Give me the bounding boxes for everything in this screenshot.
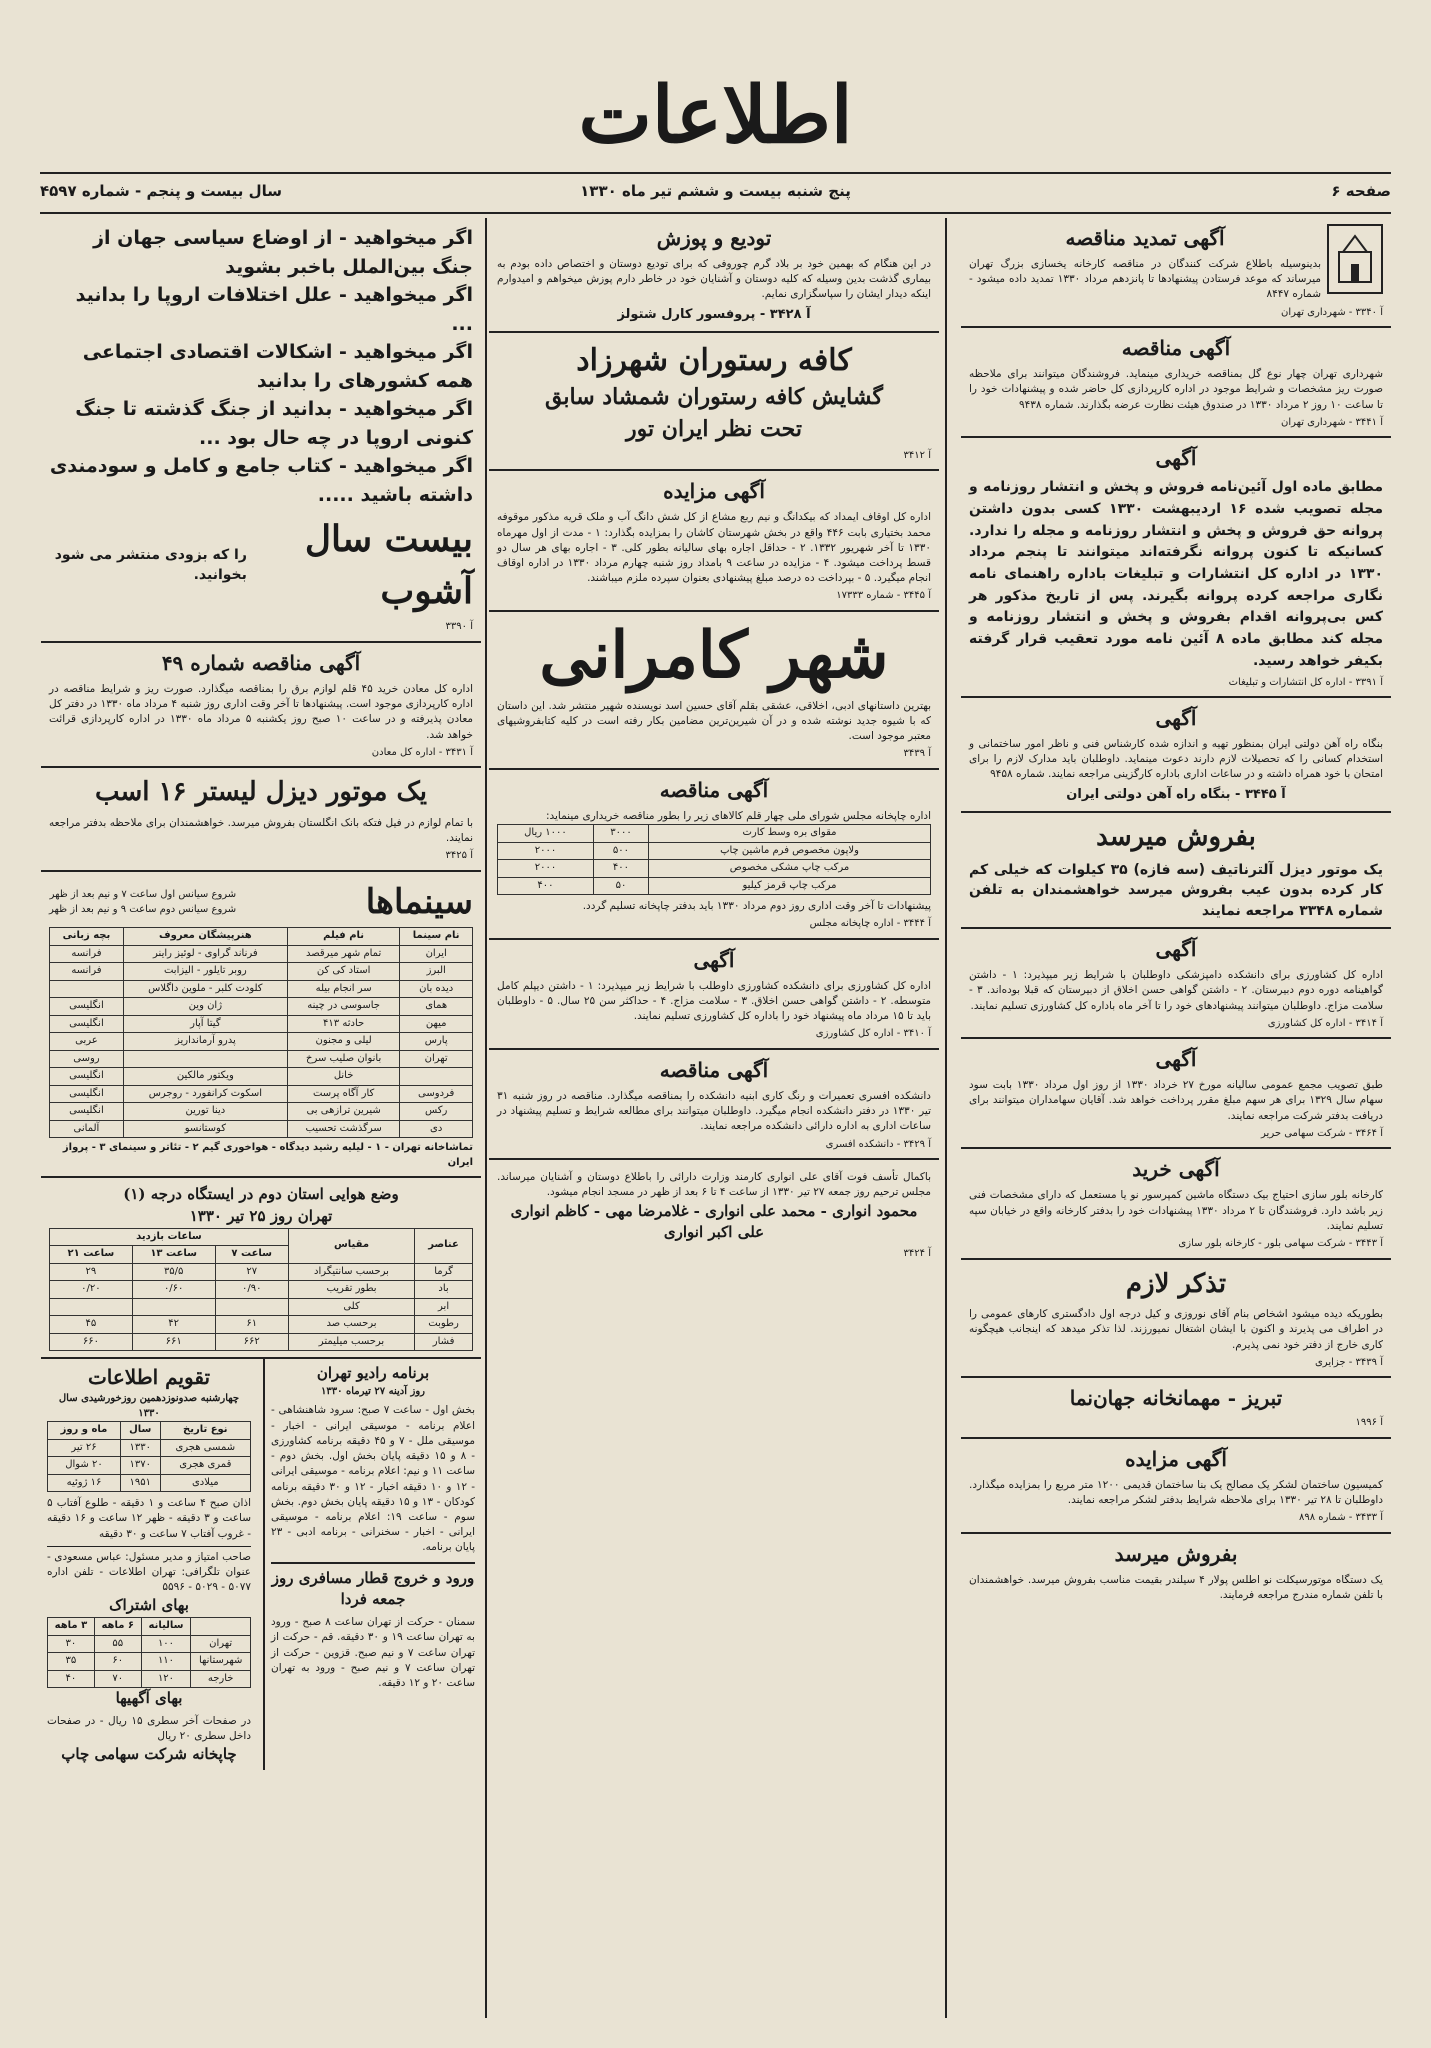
table-cell: گیتا آپار — [123, 1015, 287, 1033]
ads-price-text: در صفحات آخر سطری ۱۵ ریال - در صفحات داخل سطری ۲۰ ریال — [47, 1714, 252, 1743]
table-row — [498, 877, 931, 895]
col-header: ۳ ماهه — [48, 1618, 95, 1636]
ad-text: اداره کل معادن خرید ۴۵ قلم لوازم برق را بمناقصه میگذارد. صورت ریز و شرایط مناقصه در اداره کارپردازی موجود است. پیشنهادها تا آخر وقت اداری روز شنبه ۴ مرداد ماه ۱۳۳۰ در دفتر کل معادن پذیرفته و در ساعت ۱۰ صبح روز یکشنبه ۵ مرداد ماه ۱۳۳۰ در اداره کارپردازی قرائت خواهد شد. — [49, 682, 474, 741]
ad-press-license — [961, 438, 1391, 698]
ad-text: باکمال تأسف فوت آقای علی انواری کارمند وزارت دارائی را باطلاع دوستان و آشنایان میرساند. مجلس ترحیم روز جمعه ۲۷ تیر ۱۳۳۰ از ساعت ۴ تا ۶ بعد از ظهر در مسجد انجام میشود. — [497, 1171, 931, 1199]
ad-text: بطوریکه دیده میشود اشخاص بنام آقای نوروزی و کیل درجه اول دادگستری کارهای عمومی را در اطراف می پذیرند و اکنون با ایشان اشتغال نمیورزند. لذا تذکر میدهد که اینجانب هیچگونه کاری خارج از دفتر خود نمی پذیرم. — [969, 1308, 1383, 1351]
ad-title: آگهی — [1155, 446, 1197, 471]
ad-title: تودیع و پوزش — [656, 226, 772, 250]
table-cell — [50, 980, 124, 998]
table-cell — [400, 1068, 473, 1086]
ad-text: طبق تصویب مجمع عمومی سالیانه مورخ ۲۷ خرداد ۱۳۳۰ از روز اول مرداد ۱۳۳۰ بابت سود سهام سال ۱۳۲۹ برای هر سهم مبلغ مقرر پرداخت خواهد شد. آقایان سهامداران میتوانند برای دریافت بدفتر شرکت مراجعه نمایند. — [969, 1079, 1384, 1122]
col-header: سالیانه — [141, 1618, 191, 1636]
promo-line: اگر میخواهید - کتاب جامع و کامل و سودمندی داشته باشید ..... — [49, 455, 473, 506]
ad-tender-49 — [41, 643, 481, 768]
table-cell: ژان وین — [123, 998, 287, 1016]
ad-text: دانشکده افسری تعمیرات و رنگ کاری ابنیه دانشکده را بمناقصه میگذارد. مناقصه در روز شنبه ۳۱ تیر ۱۳۳۰ در دفتر دانشکده انجام میگیرد. داوطلبان میتوانند برای مطالعه شرایط و تسلیم پیشنهاد در ساعات اداری به اداره دارائی دانشکده مراجعه نمایند. — [497, 1089, 931, 1133]
table-cell: ۱۹۵۱ — [120, 1474, 160, 1492]
ad-ref: آ ۳۴۲۹ - دانشکده افسری — [825, 1138, 931, 1150]
table-row — [50, 945, 473, 963]
municipality-emblem-icon — [1327, 224, 1383, 294]
ad-family-names: محمود انواری - محمد علی انواری - غلامرضا مهی - کاظم انواری — [510, 1201, 918, 1220]
table-cell — [132, 1298, 215, 1316]
ad-title: آگهی — [1155, 1047, 1197, 1072]
ad-title: آگهی خرید — [1132, 1157, 1220, 1182]
table-cell: سرگذشت تحسیب — [287, 1120, 399, 1138]
table-cell: ۴۲ — [132, 1316, 215, 1334]
table-row — [50, 1085, 473, 1103]
ad-tender-military — [489, 1050, 939, 1160]
ad-railway — [961, 698, 1391, 813]
col-header: نوع تاریخ — [160, 1422, 250, 1440]
tender-items-table — [497, 824, 931, 895]
table-cell: اسکوت کرانفورد - روجرس — [123, 1085, 287, 1103]
item-price: ۴۰۰ — [498, 877, 594, 895]
ad-text: مطابق ماده اول آئین‌نامه فروش و پخش و انتشار روزنامه و مجله تصویب شده ۱۶ اردیبهشت ۱۳۳۰ کسی بدون داشتن پروانه حق فروش و پخش و انتشار روزنامه و مجله را ندارد. کسانیکه تا کنون پروانه نگرفته‌اند میتوانند تا پنجم مرداد ۱۳۳۰ در اداره کل انتشارات و تبلیغات باداره راهنمای نامه نگاری مراجعه کرده پروانه بگیرند. پس از تاریخ مذکور هر کس بی‌پروانه اقدام بفروش و پخش و انتشار روزنامه و مجله کند مطابق ماده ۸ آئین نامه مورد تعقیب قرار گرفته بکیفر خواهد رسید. — [969, 479, 1384, 669]
promo-line: اگر میخواهید - علل اختلافات اروپا را بدانید ... — [75, 284, 473, 335]
table-cell: پارس — [400, 1033, 473, 1051]
table-cell: جاسوسی در چینه — [287, 998, 399, 1016]
table-cell: ۱۶ ژوئیه — [48, 1474, 121, 1492]
weather-rows — [50, 1263, 473, 1351]
ad-hotel — [961, 1378, 1391, 1439]
ad-ref: آ ۳۴۶۴ - شرکت سهامی حریر — [1261, 1127, 1383, 1139]
ad-ref: آ ۳۴۳۳ - شماره ۸۹۸ — [1299, 1512, 1383, 1524]
trains-title: ورود و خروج قطار مسافری روز جمعه فردا — [271, 1568, 475, 1609]
table-cell: ۱۲۰ — [141, 1670, 191, 1688]
ad-lister-motor — [41, 768, 481, 872]
promo-line: اگر میخواهید - بدانید از جنگ گذشته تا جنگ کنونی اروپا در چه حال بود ... — [75, 398, 473, 449]
ad-ref: آ ۳۴۱۰ - اداره کل کشاورزی — [815, 1028, 931, 1040]
ad-notice — [961, 1260, 1391, 1379]
ad-auction — [961, 1439, 1391, 1534]
table-row — [48, 1474, 251, 1492]
table-cell: شمسی هجری — [160, 1439, 250, 1457]
col-header: ساعت ۲۱ — [50, 1246, 133, 1264]
table-cell: روبر تایلور - الیزابت — [123, 963, 287, 981]
ad-text: شهرداری تهران چهار نوع گل بمناقصه خریداری مینماید. فروشندگان میتوانند برای ملاحظه صورت ریز مشخصات و شرایط موجود در اداره کارپردازی کل حاضر شده و پیشنهادات خود را تا ساعت ۱۰ روز ۲ مرداد ۱۳۳۰ در صندوق هیئت نظارت عرضه بگذارند. شماره ۹۴۳۸ — [969, 368, 1383, 411]
issue-number: سال‌ بیست و پنجم - شماره ۴۵۹۷ — [40, 182, 283, 200]
ad-ref: آ ۳۴۴۵ - بنگاه راه آهن دولتی ایران — [1066, 786, 1286, 802]
ad-tender — [961, 328, 1391, 438]
table-row — [50, 1263, 473, 1281]
table-row — [50, 963, 473, 981]
table-cell: باد — [415, 1281, 473, 1299]
table-row — [498, 860, 931, 878]
right-column — [961, 218, 1391, 2018]
table-cell: برحسب سانتیگراد — [288, 1263, 414, 1281]
top-rule — [40, 172, 1391, 174]
theater-line: تماشاخانه تهران - ۱ - لیلیه رشید دیدگاه - هواخوری گیم ۲ - تئاتر و سینمای ۳ - پرواز ایران — [62, 1142, 473, 1168]
ad-for-sale-motorcycle — [961, 1534, 1391, 1609]
table-row — [498, 842, 931, 860]
item-name: ولاپون مخصوص فرم ماشین چاپ — [649, 842, 931, 860]
table-row — [48, 1670, 251, 1688]
table-cell: بانوان صلیب سرخ — [287, 1050, 399, 1068]
masthead: اطلاعات — [578, 70, 853, 161]
ad-ref: آ ۳۴۱۴ - اداره کل کشاورزی — [1267, 1017, 1383, 1029]
ad-ref: آ ۳۳۴۰ - شهرداری تهران — [1280, 306, 1383, 318]
table-cell: دینا تورین — [123, 1103, 287, 1121]
table-cell: انگلیسی — [50, 1085, 124, 1103]
table-cell: برحسب صد — [288, 1316, 414, 1334]
table-row — [50, 1298, 473, 1316]
ad-ref: آ ۳۴۲۴ — [903, 1248, 931, 1260]
ad-cafe — [489, 333, 939, 472]
middle-column — [489, 218, 939, 2018]
col-header: مقیاس — [288, 1228, 414, 1263]
table-cell: ۱۰۰ — [141, 1635, 191, 1653]
ad-title: آگهی مناقصه — [659, 777, 769, 802]
weather-table — [49, 1228, 473, 1352]
prayer-times: اذان صبح ۴ ساعت و ۱ دقیقه - طلوع آفتاب ۵ ساعت و ۳ دقیقه - ظهر ۱۲ ساعت و ۱۶ دقیقه - غروب آفتاب ۷ ساعت و ۳۰ دقیقه — [47, 1497, 251, 1540]
table-cell: فشار — [415, 1333, 473, 1351]
table-header-row — [50, 1228, 473, 1246]
table-cell: بطور تقریب — [288, 1281, 414, 1299]
ad-text: اداره کل اوقاف ایمداد که بیکدانگ و نیم ربع مشاع از کل شش دانگ آب و ملک قریه مذکور موقوفه محمد بختیاری بابت ۴۴۶ واقع در بخش شهرستان کاشان را بمزایده بگذارد: ۱ - مدت از اول مهرماه ۱۳۳۰ تا آخر شهریور ۱۳۳۲. ۲ - حداقل اجاره بهای سالیانه بطور کلی. ۳ - اجاره بهای هر سال دو قسط پرداخت میشود. ۴ - مزایده در ساعت ۹ بامداد روز شنبه چهارم مرداد ۱۳۳۰ در اداره اوقاف انجام میگیرد. ۵ - بپرداخت ده درصد مبلغ پیشنهادی بعنوان سپرده ملزم میباشند. — [497, 511, 931, 585]
ad-farewell — [489, 218, 939, 333]
ad-title: آگهی — [1155, 937, 1197, 962]
table-cell: ۰/۶۰ — [132, 1281, 215, 1299]
promo-line: اگر میخواهید - از اوضاع سیاسی جهان از جنگ بین‌الملل باخبر بشوید — [93, 227, 473, 278]
table-header-row — [48, 1422, 251, 1440]
table-row — [50, 1050, 473, 1068]
calendar-section — [41, 1359, 257, 1770]
table-cell: میهن — [400, 1015, 473, 1033]
table-cell: ۱۳۷۰ — [120, 1457, 160, 1475]
table-cell: ۲۹ — [50, 1263, 133, 1281]
item-price: ۲۰۰۰ — [498, 842, 594, 860]
table-cell: خانل — [287, 1068, 399, 1086]
ad-text: اداره چاپخانه مجلس شورای ملی چهار قلم کالاهای زیر را بطور مناقصه خریداری مینماید: — [545, 809, 931, 822]
table-cell: ایران — [400, 945, 473, 963]
table-cell: رطوبت — [415, 1316, 473, 1334]
table-cell: خارجه — [191, 1670, 251, 1688]
ad-text-2: پیشنهادات تا آخر وقت اداری روز دوم مرداد ۱۳۳۰ باید بدفتر چاپخانه تسلیم گردد. — [582, 900, 931, 913]
ad-ref: آ ۳۴۳۹ - جزایری — [1314, 1356, 1383, 1368]
item-qty: ۵۰ — [593, 877, 648, 895]
ad-title: آگهی مناقصه — [659, 1057, 769, 1082]
col-header: نام سینما — [400, 928, 473, 946]
ad-text: با تمام لوازم در فیل فتکه بانک انگلستان بفروش میرسد. خواهشمندان برای ملاحظه بدفتر مراجعه نمایند. — [49, 816, 473, 845]
bottom-split — [41, 1359, 481, 1770]
showtime-1: شروع سیانس اول ساعت ۷ و نیم بعد از ظهر — [49, 889, 237, 901]
ad-ref: آ ۳۴۴۱ - شهرداری تهران — [1280, 416, 1383, 428]
item-qty: ۵۰۰ — [593, 842, 648, 860]
ad-agriculture — [961, 929, 1391, 1039]
ad-ref: آ ۳۴۴۵ - شماره ۱۷۳۳۳ — [836, 590, 931, 602]
dateline — [40, 178, 1391, 208]
col-header: ساعت ۷ — [215, 1246, 288, 1264]
table-cell: ۱۱۰ — [141, 1653, 191, 1671]
table-cell: ۲۶ تیر — [48, 1439, 121, 1457]
radio-date: روز آدینه ۲۷ تیرماه ۱۳۳۰ — [320, 1385, 425, 1397]
table-row — [50, 1333, 473, 1351]
table-cell: کلی — [288, 1298, 414, 1316]
ad-text: بهترین داستانهای ادبی، اخلاقی، عشقی بقلم آقای حسین اسد نویسنده شهیر منتشر شد. این داستان که با شیوه جدید نوشته شده و در آن شیرین‌ترین مضامین بکار رفته است در کلیه کتابفروشیهای معتبر موجود است. — [497, 699, 931, 743]
weather-date: تهران روز ۲۵ تیر ۱۳۳۰ — [189, 1206, 333, 1225]
left-column — [41, 218, 481, 2018]
col-header: ساعت ۱۳ — [132, 1246, 215, 1264]
calendar-sub: چهارشنبه صدونوزدهمین روزخورشیدی سال ۱۳۳۰ — [58, 1393, 240, 1419]
table-cell: ۲۷ — [215, 1263, 288, 1281]
table-row — [48, 1439, 251, 1457]
calendar-title: تقویم اطلاعات — [87, 1365, 211, 1390]
ad-text: یک دستگاه موتورسیکلت نو اطلس پولار ۴ سیلندر بقیمت مناسب بفروش میرسد. خواهشمندان با تلفن شماره مندرج مراجعه فرمایند. — [969, 1573, 1383, 1602]
table-row — [50, 1281, 473, 1299]
table-cell: ۵۵ — [94, 1635, 141, 1653]
ad-subtitle: گشایش کافه رستوران شمشاد سابق — [545, 384, 883, 410]
table-cell: همای — [400, 998, 473, 1016]
table-cell: سر انجام بیله — [287, 980, 399, 998]
trains-section — [271, 1562, 475, 1692]
item-name: مقوای بره وسط کارت — [649, 825, 931, 843]
table-cell: ۳۰ — [48, 1635, 95, 1653]
table-cell: پدرو آرمانداریز — [123, 1033, 287, 1051]
table-cell: کوستانسو — [123, 1120, 287, 1138]
ad-book-twenty-years — [41, 218, 481, 643]
ad-text: اداره کل کشاورزی برای دانشکده دامپزشکی داوطلبان با شرایط زیر میپذیرد: ۱ - داشتن گواهینامه دوره دوم دبیرستان. ۲ - داشتن گواهی حسن اخلاق از دبیرستان که قبلا بوده‌اند. ۳ - سلامت مزاج. داوطلبان میتوانند پیشنهادهای خود را تا آخر ماه باداره کل کشاورزی تسلیم نمایند. — [969, 969, 1383, 1012]
item-name: مرکب چاپ قرمز کیلیو — [649, 877, 931, 895]
radio-title: برنامه رادیو تهران — [316, 1364, 430, 1383]
table-cell: میلادی — [160, 1474, 250, 1492]
col-header: هنرپیشگان معروف — [123, 928, 287, 946]
page-number: صفحه ۶ — [1331, 182, 1391, 200]
ad-title: آگهی مناقصه شماره ۴۹ — [161, 650, 361, 675]
ad-auction-waqf — [489, 471, 939, 612]
col-header: عناصر — [415, 1228, 473, 1263]
table-row — [498, 825, 931, 843]
ad-ref: آ ۱۹۹۶ — [1355, 1417, 1383, 1429]
item-qty: ۳۰۰۰ — [593, 825, 648, 843]
ad-title: تبریز - مهمانخانه جهان‌نما — [1069, 1386, 1283, 1411]
ad-title: تذکر لازم — [1125, 1268, 1227, 1299]
table-row — [50, 1015, 473, 1033]
subscription-table — [47, 1617, 251, 1688]
item-qty: ۴۰۰ — [593, 860, 648, 878]
table-cell: انگلیسی — [50, 1015, 124, 1033]
ad-text: در این هنگام که بهمین خود بر بلاد گرم چوروفی که برای تودیع دوستان و اختصاص داده بودم به بیماری گذشت بدین وسیله که کلیه دوستان و آشنایان خود در خاطر دارم پوزش میخواهم و امیدوارم اینکه دیدار ایشان را سپاسگزاری نمایم. — [497, 258, 931, 301]
issue-date: پنج شنبه بیست و ششم تیر ماه ۱۳۳۰ — [580, 182, 851, 200]
showtime-2: شروع سیانس دوم ساعت ۹ و نیم بعد از ظهر — [49, 903, 237, 915]
radio-text: بخش اول - ساعت ۷ صبح: سرود شاهنشاهی - اعلام برنامه - موسیقی ایرانی - اخبار - موسیقی ملل - ۷ و ۴۵ دقیقه برنامه کشاورزی - ۸ و ۱۵ دقیقه پایان بخش اول. بخش دوم - ساعت ۱۱ و نیم: اعلام برنامه - موسیقی ایرانی - ۱۲ و ۱۰ دقیقه اخبار - ۱۲ و ۳۰ دقیقه برنامه کودکان - ۱۳ و ۱۵ دقیقه پایان بخش دوم. بخش سوم - ساعت ۱۹: اعلام برنامه - موسیقی ایرانی - اخبار - سخنرانی - برنامه ادبی - ۲۳ پایان برنامه. — [271, 1404, 476, 1554]
table-row — [48, 1635, 251, 1653]
cinema-table — [49, 927, 473, 1138]
col-header: نام فیلم — [287, 928, 399, 946]
table-cell: کار آگاه پرست — [287, 1085, 399, 1103]
table-cell: فرناند گراوی - لوئیز راینر — [123, 945, 287, 963]
table-cell: ۶۶۲ — [215, 1333, 288, 1351]
item-name: مرکب چاپ مشکی مخصوص — [649, 860, 931, 878]
table-cell: استاد کی کن — [287, 963, 399, 981]
table-cell: ابر — [415, 1298, 473, 1316]
table-row — [48, 1653, 251, 1671]
table-cell: رکس — [400, 1103, 473, 1121]
radio-section — [263, 1359, 481, 1770]
ad-title: یک موتور دیزل لیستر ۱۶ اسب — [94, 777, 428, 808]
ad-title: آگهی مزایده — [1125, 1446, 1227, 1471]
col-header: ماه و روز — [48, 1422, 121, 1440]
col-group-header: ساعات بازدید — [50, 1228, 289, 1246]
table-cell: ۶۶۰ — [50, 1333, 133, 1351]
table-row — [50, 1033, 473, 1051]
col-header: سال — [120, 1422, 160, 1440]
ad-text: یک موتور دیزل آلترناتیف (سه فازه) ۳۵ کیلوات که خیلی کم کار کرده بدون عیب بفروش میرسد خواهشمندان به تلفن شماره ۳۳۴۸ مراجعه نمایند — [969, 862, 1383, 919]
table-row — [50, 1103, 473, 1121]
table-cell: انگلیسی — [50, 998, 124, 1016]
table-cell: ۰/۹۰ — [215, 1281, 288, 1299]
ad-text: بدینوسیله باطلاع شرکت کنندگان در مناقصه کارخانه یخسازی بزرگ تهران میرساند که موعد فرستادن پیشنهادها تا پانزدهم مرداد ۱۳۳۰ تمدید داده میشود - شماره ۸۴۴۷ — [969, 258, 1321, 301]
item-price: ۲۰۰۰ — [498, 860, 594, 878]
table-header-row — [48, 1618, 251, 1636]
ad-title: بفروش میرسد — [1114, 1541, 1238, 1566]
ad-title: آگهی مناقصه — [1121, 336, 1231, 361]
table-cell: ۶۰ — [94, 1653, 141, 1671]
ad-text: کارخانه بلور سازی احتیاج بیک دستگاه ماشین کمپرسور نو یا مستعمل که دارای مشخصات فنی زیر باشد دارد. فروشندگان تا ۲ مرداد ۱۳۳۰ پیشنهادات خود را بدفتر کارخانه واقع در خیابان سپه تسلیم نمایند. — [969, 1189, 1383, 1232]
table-cell: ۴۰ — [48, 1670, 95, 1688]
book-title: بیست سال آشوب — [304, 518, 473, 613]
col-header — [191, 1618, 251, 1636]
subscription-rows — [48, 1635, 251, 1688]
ad-ref: آ ۳۳۹۱ - اداره کل انتشارات و تبلیغات — [1228, 676, 1383, 688]
table-cell: ۱۳۳۰ — [120, 1439, 160, 1457]
weather-section — [41, 1178, 481, 1359]
weather-title: وضع هوایی استان دوم در ایستگاه درجه (۱) — [123, 1185, 399, 1204]
table-cell: آلمانی — [50, 1120, 124, 1138]
subscription-title: بهای اشتراک — [109, 1596, 189, 1615]
trains-text: سمنان - حرکت از تهران ساعت ۸ صبح - ورود به تهران ساعت ۱۹ و ۳۰ دقیقه. قم - حرکت از تهران ساعت ۷ و نیم صبح. قزوین - حرکت از تهران ساعت ۷ و نیم صبح - ورود به تهران ساعت ۲۰ و ۱۲ دقیقه. — [271, 1616, 475, 1689]
table-cell: ۰/۲۰ — [50, 1281, 133, 1299]
ad-text: بنگاه راه آهن دولتی ایران بمنظور تهیه و اندازه شده کارشناس فنی و ناظر امور ساختمانی و استخدام کسانی را که تحصیلات لازم دارند دعوت مینماید. داوطلبان باید مدارک لازم را برای امتحان با خود همراه داشته و در ساعات اداری باداره کارگزینی مراجعه نمایند. شماره ۹۴۵۸ — [969, 738, 1383, 781]
cinema-rows — [50, 945, 473, 1138]
table-cell — [215, 1298, 288, 1316]
table-cell: گرما — [415, 1263, 473, 1281]
ad-ref: آ ۳۴۱۲ — [903, 449, 931, 461]
table-row — [48, 1457, 251, 1475]
ad-obituary — [489, 1160, 939, 1267]
table-row — [50, 1068, 473, 1086]
ad-book — [489, 612, 939, 770]
table-cell — [123, 1050, 287, 1068]
table-cell: ۲۰ شوال — [48, 1457, 121, 1475]
item-price: ۱۰۰۰ ریال — [498, 825, 594, 843]
table-cell: عربی — [50, 1033, 124, 1051]
table-cell: روسی — [50, 1050, 124, 1068]
ad-ref: آ ۳۴۲۵ — [445, 850, 473, 862]
ad-title: شهر کامرانی — [539, 617, 889, 693]
table-cell: دیده بان — [400, 980, 473, 998]
table-cell: حادثه ۴۱۳ — [287, 1015, 399, 1033]
table-cell: ۷۰ — [94, 1670, 141, 1688]
table-cell: شهرستانها — [191, 1653, 251, 1671]
table-row — [50, 998, 473, 1016]
ad-dividend — [961, 1039, 1391, 1149]
calendar-rows — [48, 1439, 251, 1492]
ad-purchase — [961, 1149, 1391, 1259]
ad-title: آگهی تمدید مناقصه — [1065, 226, 1225, 250]
ad-title: بفروش میرسد — [1096, 821, 1256, 852]
ad-extension-tender — [961, 218, 1391, 328]
table-cell: انگلیسی — [50, 1103, 124, 1121]
ad-title: آگهی — [1155, 706, 1197, 730]
ad-title: کافه رستوران شهرزاد — [576, 342, 852, 378]
col-header: بچه زبانی — [50, 928, 124, 946]
table-cell: ۳۵ — [48, 1653, 95, 1671]
calendar-table — [47, 1421, 251, 1492]
ad-ref: آ ۳۴۳۹ — [903, 748, 931, 760]
ad-ref: آ ۳۴۴۴ - اداره چاپخانه مجلس — [809, 918, 931, 930]
table-row — [50, 1316, 473, 1334]
ad-tender-printing — [489, 770, 939, 940]
table-cell: البرز — [400, 963, 473, 981]
table-cell: انگلیسی — [50, 1068, 124, 1086]
table-row — [50, 980, 473, 998]
ad-family-names-2: علی اکبر انواری — [663, 1223, 765, 1242]
book-tail: را که بزودی منتشر می شود بخوانید. — [54, 546, 247, 584]
table-cell: فردوسی — [400, 1085, 473, 1103]
column-divider — [945, 218, 947, 2018]
column-divider — [485, 218, 487, 2018]
publisher-info: صاحب امتیاز و مدیر مسئول: عباس مسعودی - عنوان تلگرافی: تهران اطلاعات - تلفن اداره ۵۰۷۷ - ۵۰۲۹ - ۵۵۹۶ — [47, 1546, 251, 1596]
table-cell — [50, 1298, 133, 1316]
table-cell: ۴۵ — [50, 1316, 133, 1334]
table-cell: شیرین ترازهی بی — [287, 1103, 399, 1121]
ad-title: آگهی مزایده — [663, 479, 765, 504]
cinema-section — [41, 872, 481, 1178]
table-cell: ۳۵/۵ — [132, 1263, 215, 1281]
ad-subtitle-2: تحت نظر ایران تور — [626, 415, 802, 442]
ad-ref: آ ۳۴۴۳ - شرکت سهامی بلور - کارخانه بلور سازی — [1178, 1238, 1383, 1250]
table-cell: لیلی و مجنون — [287, 1033, 399, 1051]
table-cell: دی — [400, 1120, 473, 1138]
table-cell: ویکتور مالکین — [123, 1068, 287, 1086]
table-cell: قمری هجری — [160, 1457, 250, 1475]
ad-agri-college — [489, 940, 939, 1050]
table-cell: تهران — [400, 1050, 473, 1068]
cinema-title: سینماها — [365, 881, 473, 922]
ad-text: کمیسیون ساختمان لشکر یک مصالح یک بنا ساختمان قدیمی ۱۲۰۰ متر مربع را بمزایده میگذارد. داوطلبان تا ۲۸ تیر ۱۳۳۰ برای ملاحظه شرایط بدفتر لشکر مراجعه نمایند. — [969, 1478, 1383, 1507]
table-cell: تمام شهر میرقصد — [287, 945, 399, 963]
ad-title: آگهی — [693, 947, 735, 972]
table-cell: برحسب میلیمتر — [288, 1333, 414, 1351]
table-header-row — [50, 928, 473, 946]
ad-text: اداره کل کشاورزی برای دانشکده کشاورزی داوطلب با شرایط زیر میپذیرد: ۱ - داشتن دیپلم کامل متوسطه. ۲ - داشتن گواهی حسن اخلاق. ۳ - سلامت مزاج. ۴ - حداکثر سن ۲۵ سال. ۵ - داوطلبان باید تا ۱۵ مرداد ماه پیشنهاد خود را باداره کل کشاورزی تسلیم نمایند. — [497, 979, 932, 1023]
col-header: ۶ ماهه — [94, 1618, 141, 1636]
dateline-rule — [40, 212, 1391, 214]
ad-ref: آ ۳۴۳۱ - اداره کل معادن — [371, 746, 473, 758]
table-cell: فرانسه — [50, 963, 124, 981]
table-cell: ۶۱ — [215, 1316, 288, 1334]
ad-ref: آ ۳۴۲۸ - پروفسور کارل شتولز — [617, 306, 811, 322]
printer-name: چاپخانه شرکت سهامی چاپ — [61, 1745, 237, 1764]
ad-ref: آ ۳۳۹۰ — [445, 621, 473, 633]
table-cell: تهران — [191, 1635, 251, 1653]
table-cell: کلودت کلبر - ملوین داگلاس — [123, 980, 287, 998]
ad-for-sale-motor — [961, 813, 1391, 930]
table-cell: فرانسه — [50, 945, 124, 963]
promo-line: اگر میخواهید - اشکالات اقتصادی اجتماعی همه کشورهای را بدانید — [82, 341, 473, 392]
ads-price-title: بهای آگهیها — [115, 1689, 183, 1708]
table-row — [50, 1120, 473, 1138]
table-cell: ۶۶۱ — [132, 1333, 215, 1351]
